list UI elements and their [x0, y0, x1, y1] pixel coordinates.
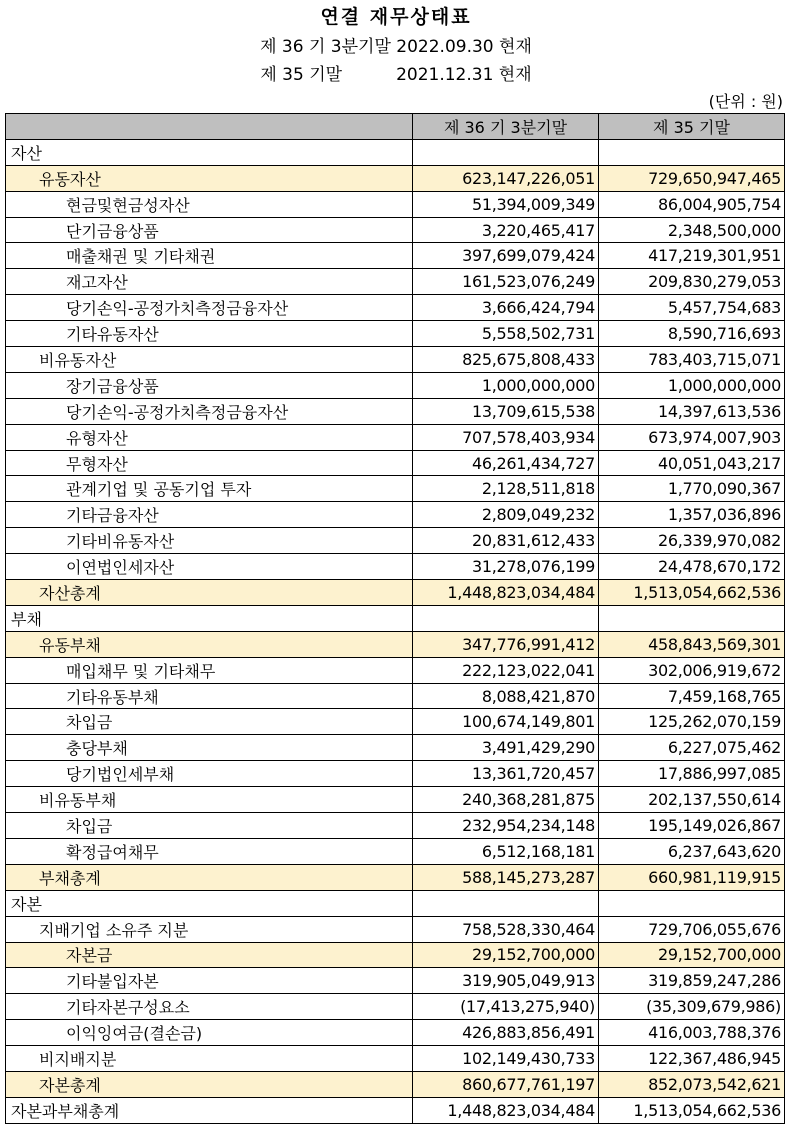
row-label: 부채총계 — [6, 864, 413, 890]
value-previous: (35,309,679,986) — [599, 994, 785, 1020]
table-row — [6, 269, 785, 295]
row-label: 이익잉여금(결손금) — [6, 1020, 413, 1046]
table-row — [6, 683, 785, 709]
table-row — [6, 528, 785, 554]
row-label: 기타불입자본 — [6, 968, 413, 994]
value-current: 222,123,022,041 — [413, 657, 599, 683]
value-previous: 673,974,007,903 — [599, 424, 785, 450]
table-row — [6, 165, 785, 191]
value-current: 825,675,808,433 — [413, 347, 599, 373]
row-label: 유동부채 — [6, 631, 413, 657]
header-previous: 제 35 기말 — [599, 114, 785, 140]
balance-sheet-table — [5, 113, 785, 1124]
row-label: 차입금 — [6, 813, 413, 839]
row-label: 비유동자산 — [6, 347, 413, 373]
table-row — [6, 139, 785, 165]
value-previous: 6,227,075,462 — [599, 735, 785, 761]
table-row — [6, 398, 785, 424]
value-previous: 6,237,643,620 — [599, 838, 785, 864]
value-previous: 17,886,997,085 — [599, 761, 785, 787]
table-row — [6, 657, 785, 683]
value-current: 2,809,049,232 — [413, 502, 599, 528]
value-current: 397,699,079,424 — [413, 243, 599, 269]
table-row — [6, 1020, 785, 1046]
statement-title: 연결 재무상태표 — [320, 6, 472, 28]
row-label: 당기손익-공정가치측정금융자산 — [6, 295, 413, 321]
table-body — [6, 139, 785, 1123]
value-current: 232,954,234,148 — [413, 813, 599, 839]
value-previous: 302,006,919,672 — [599, 657, 785, 683]
value-previous: 24,478,670,172 — [599, 554, 785, 580]
table-row — [6, 890, 785, 916]
value-previous: 122,367,486,945 — [599, 1046, 785, 1072]
value-previous: 416,003,788,376 — [599, 1020, 785, 1046]
header-current: 제 36 기 3분기말 — [413, 114, 599, 140]
value-previous: 209,830,279,053 — [599, 269, 785, 295]
row-label: 자본금 — [6, 942, 413, 968]
row-label: 무형자산 — [6, 450, 413, 476]
value-current: 588,145,273,287 — [413, 864, 599, 890]
value-current — [413, 605, 599, 631]
value-previous: 1,513,054,662,536 — [599, 580, 785, 606]
value-previous: 1,513,054,662,536 — [599, 1097, 785, 1123]
period-current: 제 36 기 3분기말 2022.09.30 현재 — [260, 37, 532, 57]
table-row — [6, 916, 785, 942]
table-row — [6, 191, 785, 217]
row-label: 장기금융상품 — [6, 372, 413, 398]
value-previous: 319,859,247,286 — [599, 968, 785, 994]
row-label: 자본 — [6, 890, 413, 916]
table-row — [6, 631, 785, 657]
value-current: 51,394,009,349 — [413, 191, 599, 217]
row-label: 기타금융자산 — [6, 502, 413, 528]
value-previous: 783,403,715,071 — [599, 347, 785, 373]
row-label: 현금및현금성자산 — [6, 191, 413, 217]
value-current: 102,149,430,733 — [413, 1046, 599, 1072]
table-row — [6, 476, 785, 502]
row-label: 기타유동부채 — [6, 683, 413, 709]
value-current: 3,220,465,417 — [413, 217, 599, 243]
table-row — [6, 372, 785, 398]
row-label: 기타자본구성요소 — [6, 994, 413, 1020]
row-label: 자본총계 — [6, 1071, 413, 1097]
value-current: 2,128,511,818 — [413, 476, 599, 502]
value-current: 1,448,823,034,484 — [413, 580, 599, 606]
value-previous: 5,457,754,683 — [599, 295, 785, 321]
row-label: 당기법인세부채 — [6, 761, 413, 787]
value-previous: 14,397,613,536 — [599, 398, 785, 424]
value-previous: 8,590,716,693 — [599, 321, 785, 347]
value-current: 31,278,076,199 — [413, 554, 599, 580]
value-current: 347,776,991,412 — [413, 631, 599, 657]
value-current: 29,152,700,000 — [413, 942, 599, 968]
value-previous: 660,981,119,915 — [599, 864, 785, 890]
value-previous: 40,051,043,217 — [599, 450, 785, 476]
table-row — [6, 1046, 785, 1072]
value-current: 13,709,615,538 — [413, 398, 599, 424]
table-row — [6, 942, 785, 968]
value-previous: 125,262,070,159 — [599, 709, 785, 735]
value-previous — [599, 890, 785, 916]
value-previous: 195,149,026,867 — [599, 813, 785, 839]
value-current: 46,261,434,727 — [413, 450, 599, 476]
table-row — [6, 787, 785, 813]
value-current: 3,666,424,794 — [413, 295, 599, 321]
table-row — [6, 1097, 785, 1123]
period-previous: 제 35 기말 2021.12.31 현재 — [260, 65, 532, 85]
row-label: 비유동부채 — [6, 787, 413, 813]
value-previous: 2,348,500,000 — [599, 217, 785, 243]
table-row — [6, 580, 785, 606]
table-row — [6, 1071, 785, 1097]
table-row — [6, 502, 785, 528]
value-current: 5,558,502,731 — [413, 321, 599, 347]
value-current: (17,413,275,940) — [413, 994, 599, 1020]
row-label: 매입채무 및 기타채무 — [6, 657, 413, 683]
value-current: 240,368,281,875 — [413, 787, 599, 813]
value-current: 13,361,720,457 — [413, 761, 599, 787]
value-previous: 729,650,947,465 — [599, 165, 785, 191]
value-previous: 26,339,970,082 — [599, 528, 785, 554]
table-row — [6, 761, 785, 787]
value-current: 860,677,761,197 — [413, 1071, 599, 1097]
value-previous: 458,843,569,301 — [599, 631, 785, 657]
value-previous: 29,152,700,000 — [599, 942, 785, 968]
value-previous: 729,706,055,676 — [599, 916, 785, 942]
row-label: 충당부채 — [6, 735, 413, 761]
value-current: 20,831,612,433 — [413, 528, 599, 554]
value-previous: 86,004,905,754 — [599, 191, 785, 217]
row-label: 자산 — [6, 139, 413, 165]
row-label: 이연법인세자산 — [6, 554, 413, 580]
table-row — [6, 709, 785, 735]
table-row — [6, 347, 785, 373]
table-row — [6, 735, 785, 761]
table-row — [6, 424, 785, 450]
value-current: 161,523,076,249 — [413, 269, 599, 295]
row-label: 당기손익-공정가치측정금융자산 — [6, 398, 413, 424]
row-label: 지배기업 소유주 지분 — [6, 916, 413, 942]
row-label: 유동자산 — [6, 165, 413, 191]
table-row — [6, 605, 785, 631]
row-label: 기타비유동자산 — [6, 528, 413, 554]
value-current — [413, 139, 599, 165]
table-row — [6, 838, 785, 864]
row-label: 기타유동자산 — [6, 321, 413, 347]
table-row — [6, 968, 785, 994]
row-label: 자산총계 — [6, 580, 413, 606]
row-label: 비지배지분 — [6, 1046, 413, 1072]
value-current: 758,528,330,464 — [413, 916, 599, 942]
header-label — [6, 114, 413, 140]
value-previous: 202,137,550,614 — [599, 787, 785, 813]
value-previous: 1,000,000,000 — [599, 372, 785, 398]
table-row — [6, 321, 785, 347]
table-row — [6, 295, 785, 321]
value-current: 100,674,149,801 — [413, 709, 599, 735]
value-previous: 852,073,542,621 — [599, 1071, 785, 1097]
value-current — [413, 890, 599, 916]
table-row — [6, 243, 785, 269]
value-current: 707,578,403,934 — [413, 424, 599, 450]
row-label: 부채 — [6, 605, 413, 631]
value-current: 6,512,168,181 — [413, 838, 599, 864]
value-previous — [599, 605, 785, 631]
value-current: 623,147,226,051 — [413, 165, 599, 191]
value-previous: 7,459,168,765 — [599, 683, 785, 709]
row-label: 차입금 — [6, 709, 413, 735]
table-row — [6, 864, 785, 890]
row-label: 자본과부채총계 — [6, 1097, 413, 1123]
value-current: 426,883,856,491 — [413, 1020, 599, 1046]
row-label: 관계기업 및 공동기업 투자 — [6, 476, 413, 502]
value-current: 319,905,049,913 — [413, 968, 599, 994]
value-current: 8,088,421,870 — [413, 683, 599, 709]
table-row — [6, 450, 785, 476]
value-current: 3,491,429,290 — [413, 735, 599, 761]
value-previous: 417,219,301,951 — [599, 243, 785, 269]
table-row — [6, 217, 785, 243]
value-current: 1,000,000,000 — [413, 372, 599, 398]
row-label: 매출채권 및 기타채권 — [6, 243, 413, 269]
table-row — [6, 554, 785, 580]
table-row — [6, 994, 785, 1020]
row-label: 확정급여채무 — [6, 838, 413, 864]
value-previous: 1,357,036,896 — [599, 502, 785, 528]
unit-label: (단위 : 원) — [708, 92, 783, 111]
value-previous: 1,770,090,367 — [599, 476, 785, 502]
row-label: 유형자산 — [6, 424, 413, 450]
table-row — [6, 813, 785, 839]
value-previous — [599, 139, 785, 165]
value-current: 1,448,823,034,484 — [413, 1097, 599, 1123]
row-label: 재고자산 — [6, 269, 413, 295]
header-row — [6, 114, 785, 140]
row-label: 단기금융상품 — [6, 217, 413, 243]
